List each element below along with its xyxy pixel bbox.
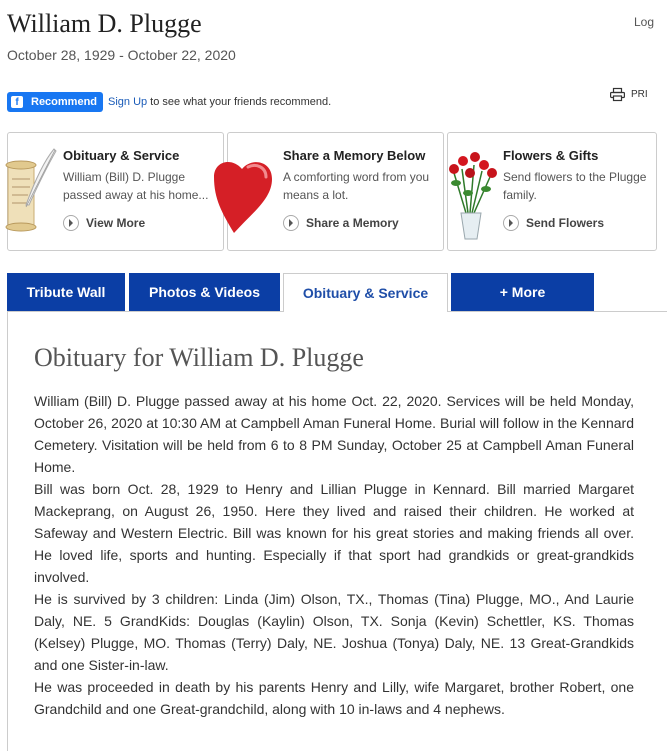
- deceased-name: William D. Plugge: [7, 9, 202, 38]
- heart-icon: [228, 143, 278, 243]
- card-title: Share a Memory Below: [283, 148, 426, 163]
- card-description: A comforting word from you means a lot.: [283, 170, 430, 202]
- signup-suffix-text: to see what your friends recommend.: [150, 96, 332, 108]
- recommend-label: Recommend: [31, 96, 98, 108]
- chevron-right-icon: [503, 215, 519, 231]
- obituary-paragraph: William (Bill) D. Plugge passed away at his home Oct. 22, 2020. Services will be held Monday, October 26, 2020 at 10:30 AM at Campbell Aman Funeral Home. Burial will follow in the Kennard Cemetery. Visitation will be held from 6 to 8 PM Sunday, October 25 at Campbell Aman Funeral Home.: [34, 393, 634, 475]
- obituary-paragraph: Bill was born Oct. 28, 1929 to Henry and Lillian Plugge in Kennard. Bill married Margaret Mackeprang, on August 26, 1950. Here they lived and raised their children. He worked at Safeway and Western Electric. Bill was known for his great stories and making friends all over. He loved life, sports and hunting. Especially if that sport had grandkids or great-grandkids involved.: [34, 481, 634, 585]
- signup-link[interactable]: Sign Up: [108, 96, 148, 108]
- tab-obituary-service[interactable]: Obituary & Service: [283, 273, 448, 312]
- card-description: William (Bill) D. Plugge passed away at his home...: [63, 170, 209, 202]
- send-flowers-label: Send Flowers: [526, 216, 605, 230]
- chevron-right-icon: [283, 215, 299, 231]
- share-memory-label: Share a Memory: [306, 216, 399, 230]
- life-dates: October 28, 1929 - October 22, 2020: [7, 47, 236, 63]
- print-button[interactable]: [610, 88, 648, 101]
- facebook-icon: f: [11, 96, 23, 108]
- print-label: PRI: [631, 89, 648, 100]
- view-more-link[interactable]: [63, 215, 145, 231]
- view-more-label: View More: [86, 216, 146, 230]
- card-flowers-gifts[interactable]: [447, 132, 657, 251]
- obituary-paragraph: He is survived by 3 children: Linda (Jim) Olson, TX., Thomas (Tina) Plugge, MO., And Laurie Daly, NE. 5 GrandKids: Douglas (Kaylin) Olson, TX. Sonja (Kevin) Schettler, KS. Thomas (Kelsey) Plugge, MO. Thomas (Terry) Daly, NE. Joshua (Tonya) Daly, NE. 13 Great-Grandkids and one Sister-in-law.: [34, 591, 634, 673]
- roses-icon: [448, 143, 498, 243]
- share-memory-link[interactable]: [283, 215, 399, 231]
- scroll-quill-icon: [8, 143, 58, 243]
- card-obituary-service[interactable]: [7, 132, 224, 251]
- tab-tribute-wall[interactable]: Tribute Wall: [7, 273, 125, 311]
- send-flowers-link[interactable]: [503, 215, 604, 231]
- chevron-right-icon: [63, 215, 79, 231]
- facebook-recommend-row: [7, 92, 331, 112]
- login-link[interactable]: Log: [634, 15, 655, 29]
- tab-photos-videos[interactable]: Photos & Videos: [129, 273, 280, 311]
- card-share-memory[interactable]: [227, 132, 444, 251]
- card-title: Obituary & Service: [63, 148, 180, 163]
- obituary-paragraph: He was proceeded in death by his parents Henry and Lilly, wife Margaret, brother Robert, one Grandchild and one Great-grandchild, along with 10 in-laws and 4 nephews.: [34, 679, 634, 717]
- obituary-body: [34, 390, 634, 720]
- obituary-title: Obituary for William D. Plugge: [34, 343, 364, 372]
- tab-more[interactable]: + More: [451, 273, 594, 311]
- card-description: Send flowers to the Plugge family.: [503, 170, 647, 202]
- printer-icon: [610, 88, 625, 101]
- card-title: Flowers & Gifts: [503, 148, 599, 163]
- facebook-recommend-button[interactable]: [7, 92, 103, 112]
